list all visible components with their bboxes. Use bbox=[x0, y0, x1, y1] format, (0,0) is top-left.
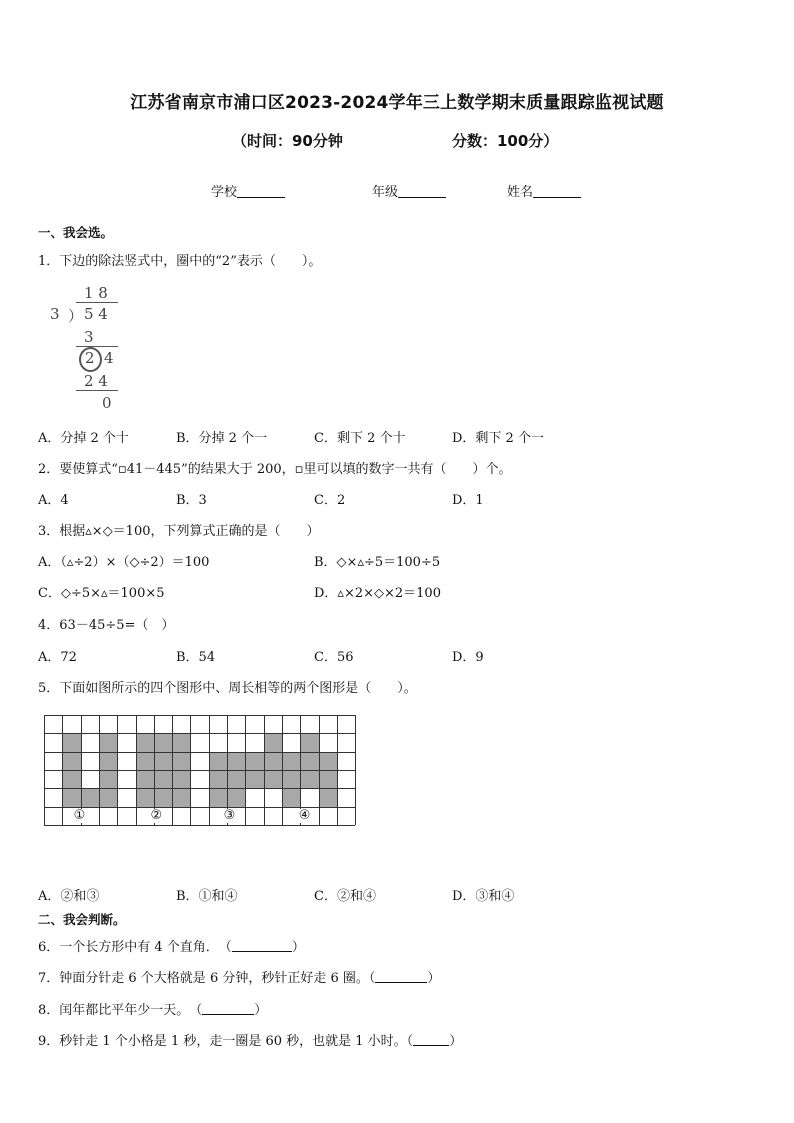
q5-option-b[interactable]: B．①和④ bbox=[176, 889, 238, 904]
divisor: 3 bbox=[50, 305, 60, 323]
step-3: 2 4 bbox=[84, 372, 108, 390]
q1-option-b[interactable]: B．分掉 2 个一 bbox=[176, 431, 268, 446]
q4-option-b[interactable]: B．54 bbox=[176, 650, 216, 665]
question-6: 6．一个长方形中有 4 个直角． （ ） bbox=[38, 940, 305, 955]
answer-blank-6[interactable] bbox=[232, 939, 292, 952]
grade-label: 年级 bbox=[372, 185, 399, 200]
q3-option-c[interactable]: C．◇÷5×▵＝100×5 bbox=[38, 586, 165, 601]
name-label: 姓名 bbox=[507, 185, 534, 200]
circled-digit: 2 bbox=[85, 349, 95, 367]
q5-option-c[interactable]: C．②和④ bbox=[314, 889, 376, 904]
q5-option-a[interactable]: A．②和③ bbox=[38, 889, 100, 904]
question-2: 2．要使算式“▫41－445”的结果大于 200，▫里可以填的数字一共有（ ）个。 bbox=[38, 462, 512, 477]
q3-option-a[interactable]: A．（▵÷2）×（◇÷2）＝100 bbox=[38, 555, 210, 570]
grade-field[interactable] bbox=[372, 181, 446, 200]
figure-label-1: ① bbox=[73, 807, 86, 823]
q1-option-d[interactable]: D．剩下 2 个一 bbox=[452, 431, 544, 446]
question-7: 7．钟面分针走 6 个大格就是 6 分钟，秒针正好走 6 圈。（ ） bbox=[38, 971, 441, 986]
q2-option-c[interactable]: C．2 bbox=[314, 493, 346, 508]
answer-blank-7[interactable] bbox=[375, 970, 427, 983]
q4-option-c[interactable]: C．56 bbox=[314, 650, 354, 665]
q4-option-a[interactable]: A．72 bbox=[38, 650, 77, 665]
name-field[interactable] bbox=[507, 181, 581, 200]
answer-blank-8[interactable] bbox=[202, 1002, 254, 1015]
q3-option-b[interactable]: B．◇×▵÷5＝100÷5 bbox=[314, 555, 441, 570]
school-field[interactable] bbox=[211, 181, 285, 200]
figure-label-2: ② bbox=[150, 807, 163, 823]
q5-option-d[interactable]: D．③和④ bbox=[452, 889, 515, 904]
shapes-grid-figure bbox=[44, 715, 367, 830]
school-label: 学校 bbox=[211, 185, 238, 200]
q2-option-a[interactable]: A．4 bbox=[38, 493, 69, 508]
exam-time: （时间：90分钟 bbox=[232, 132, 343, 150]
step-1: 3 bbox=[84, 328, 94, 346]
question-3: 3．根据▵×◇＝100，下列算式正确的是（ ） bbox=[38, 524, 320, 539]
question-8: 8．闰年都比平年少一天。 （ ） bbox=[38, 1003, 268, 1018]
answer-blank-9[interactable] bbox=[413, 1033, 449, 1046]
dividend: 5 4 bbox=[84, 305, 108, 323]
section-heading-judge: 二、我会判断。 bbox=[38, 912, 126, 927]
q2-option-b[interactable]: B．3 bbox=[176, 493, 207, 508]
remainder: 0 bbox=[102, 394, 112, 412]
long-division-diagram: 1 8 3 ） 5 4 3 2 4 2 4 0 bbox=[46, 284, 156, 414]
q2-option-d[interactable]: D．1 bbox=[452, 493, 484, 508]
q4-option-d[interactable]: D．9 bbox=[452, 650, 484, 665]
q3-option-d[interactable]: D．▵×2×◇×2＝100 bbox=[314, 586, 441, 601]
question-4: 4．63－45÷5=（ ） bbox=[38, 618, 175, 633]
figure-label-3: ③ bbox=[223, 807, 236, 823]
page-title: 江苏省南京市浦口区2023-2024学年三上数学期末质量跟踪监视试题 bbox=[130, 93, 664, 113]
exam-score: 分数：100分） bbox=[452, 132, 559, 150]
section-heading-choice: 一、我会选。 bbox=[38, 225, 114, 240]
question-5: 5．下面如图所示的四个图形中、周长相等的两个图形是（ ）。 bbox=[38, 681, 417, 696]
q1-option-a[interactable]: A．分掉 2 个十 bbox=[38, 431, 129, 446]
question-9: 9．秒针走 1 个小格是 1 秒，走一圈是 60 秒，也就是 1 小时。（ ） bbox=[38, 1034, 463, 1049]
quotient: 1 8 bbox=[84, 284, 108, 302]
figure-label-4: ④ bbox=[298, 807, 311, 823]
q1-option-c[interactable]: C．剩下 2 个十 bbox=[314, 431, 406, 446]
question-1: 1．下边的除法竖式中，圈中的“2”表示（ ）。 bbox=[38, 254, 322, 269]
